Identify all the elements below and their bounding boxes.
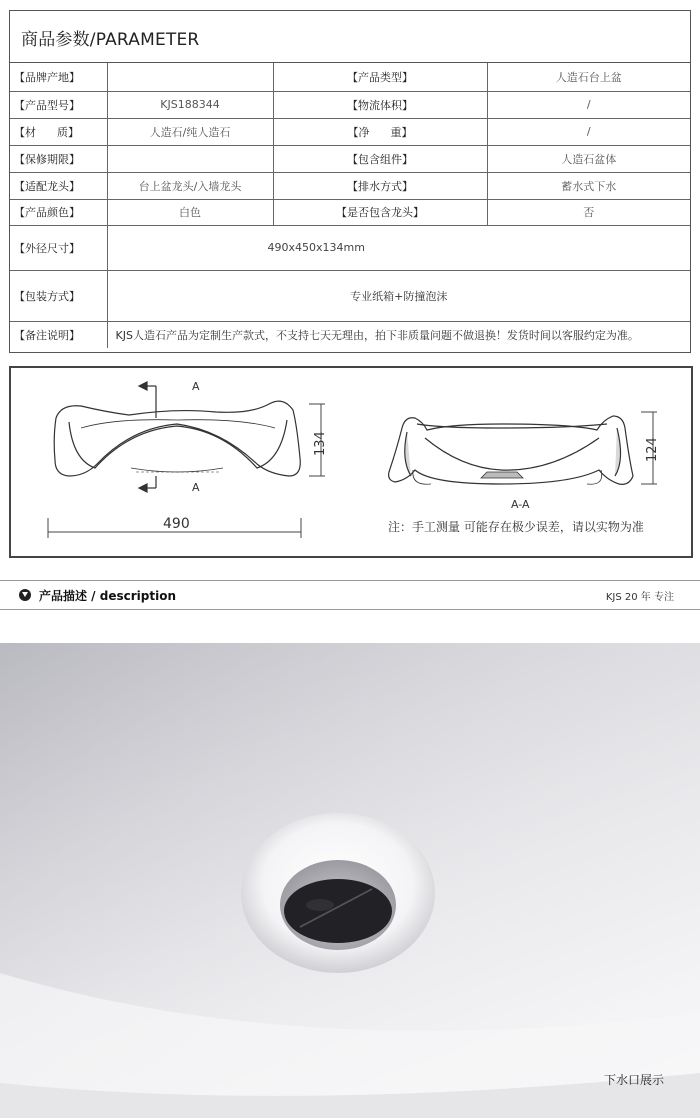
spec-label: 【是否包含龙头】 xyxy=(273,199,487,225)
spec-value xyxy=(107,145,273,172)
spec-row xyxy=(10,172,690,199)
spec-label: 【排水方式】 xyxy=(273,172,487,199)
description-bar xyxy=(0,580,700,610)
spec-value: 蓄水式下水 xyxy=(487,172,690,199)
spec-row xyxy=(10,199,690,225)
size-value xyxy=(107,225,690,270)
size-label: 【外径尺寸】 xyxy=(10,225,107,270)
size-value-text: 490x450x134mm xyxy=(267,241,365,254)
spec-value xyxy=(107,63,273,91)
front-width-label: 490 xyxy=(163,516,190,532)
front-height-label: 134 xyxy=(313,431,328,456)
spec-value: 白色 xyxy=(107,199,273,225)
spec-table xyxy=(10,63,690,348)
section-label: A-A xyxy=(511,498,530,511)
section-mark-top: A xyxy=(192,380,200,393)
spec-label: 【适配龙头】 xyxy=(10,172,107,199)
spec-label: 【产品型号】 xyxy=(10,91,107,118)
note-label: 【备注说明】 xyxy=(10,321,107,348)
spec-label: 【产品类型】 xyxy=(273,63,487,91)
spec-label: 【产品颜色】 xyxy=(10,199,107,225)
spec-value: 人造石盆体 xyxy=(487,145,690,172)
spec-value: / xyxy=(487,118,690,145)
size-row xyxy=(10,225,690,270)
section-height-label: 124 xyxy=(645,437,660,462)
spec-row xyxy=(10,63,690,91)
spec-label: 【物流体积】 xyxy=(273,91,487,118)
spec-row xyxy=(10,145,690,172)
package-label: 【包装方式】 xyxy=(10,270,107,321)
front-view xyxy=(54,401,300,476)
note-row xyxy=(10,321,690,348)
drain-photo-svg xyxy=(0,643,700,1118)
spec-value: 人造石台上盆 xyxy=(487,63,690,91)
spec-value: 人造石/纯人造石 xyxy=(107,118,273,145)
measurement-note: 注：手工测量 可能存在极少误差，请以实物为准 xyxy=(388,520,644,534)
parameter-table xyxy=(9,10,691,353)
package-value: 专业纸箱+防撞泡沫 xyxy=(107,270,690,321)
spec-row xyxy=(10,118,690,145)
section-mark-bottom: A xyxy=(192,481,200,494)
spec-label: 【净 重】 xyxy=(273,118,487,145)
spec-row xyxy=(10,91,690,118)
section-arrows xyxy=(139,382,156,492)
spec-value: 否 xyxy=(487,199,690,225)
description-tagline: KJS 20 年 专注 xyxy=(605,592,674,603)
drain-photo xyxy=(0,643,700,1118)
technical-drawing xyxy=(9,366,693,558)
section-view xyxy=(389,416,633,484)
parameter-header xyxy=(10,11,690,63)
spec-label: 【包含组件】 xyxy=(273,145,487,172)
spec-label: 【保修期限】 xyxy=(10,145,107,172)
package-row xyxy=(10,270,690,321)
description-title: 产品描述 / description xyxy=(39,589,176,603)
photo-caption: 下水口展示 xyxy=(604,1073,665,1087)
chevron-down-icon xyxy=(19,589,31,601)
spec-value: 台上盆龙头/入墙龙头 xyxy=(107,172,273,199)
parameter-title: 商品参数/PARAMETER xyxy=(21,30,200,50)
note-value: KJS人造石产品为定制生产款式，不支持七天无理由，拍下非质量问题不做退换！发货时间以客服约定为准。 xyxy=(107,321,690,348)
drain-cap xyxy=(284,879,392,943)
spec-value: / xyxy=(487,91,690,118)
spec-value: KJS188344 xyxy=(107,91,273,118)
spec-label: 【品牌产地】 xyxy=(10,63,107,91)
spec-label: 【材 质】 xyxy=(10,118,107,145)
